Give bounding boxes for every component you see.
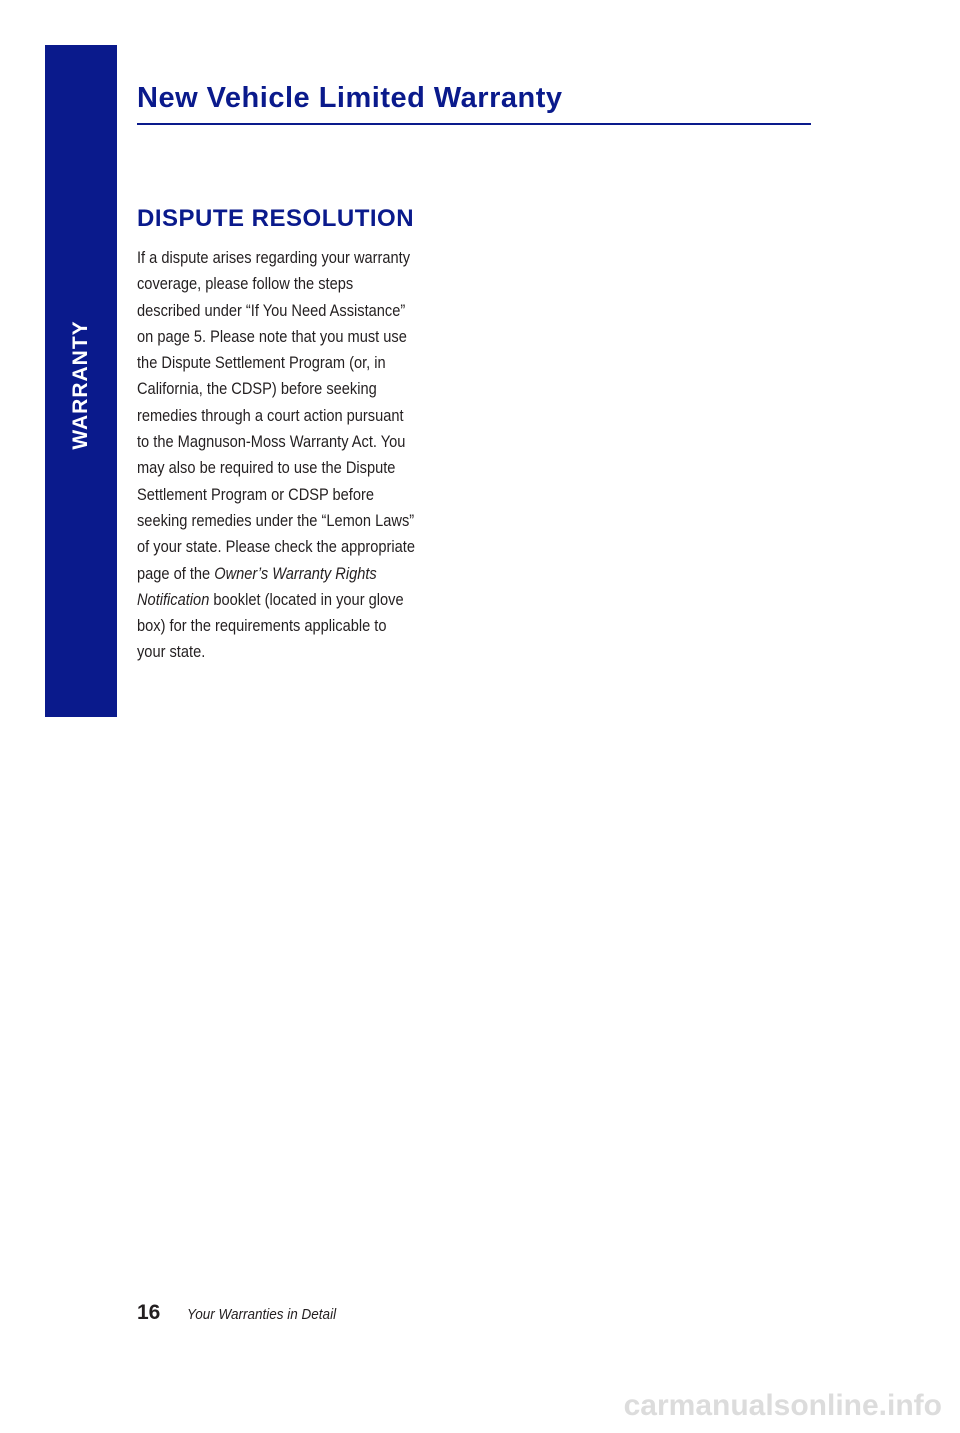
watermark: carmanualsonline.info: [623, 1389, 942, 1422]
page-number: 16: [137, 1301, 161, 1324]
body-paragraph: [137, 245, 477, 666]
paragraph-line: seeking remedies under the “Lemon Laws”: [137, 510, 415, 530]
paragraph-line: may also be required to use the Dispute: [137, 458, 396, 478]
paragraph-line: the Dispute Settlement Program (or, in: [137, 353, 386, 373]
title-divider: [137, 123, 811, 125]
footer-label: Your Warranties in Detail: [187, 1306, 337, 1323]
paragraph-line: remedies through a court action pursuant: [137, 405, 404, 425]
paragraph-text: page of the: [137, 563, 215, 583]
paragraph-line: box) for the requirements applicable to: [137, 616, 387, 636]
paragraph-line: [137, 587, 429, 613]
paragraph-line: of your state. Please check the appropriate: [137, 537, 415, 557]
paragraph-line: coverage, please follow the steps: [137, 274, 354, 294]
section-heading: DISPUTE RESOLUTION: [137, 205, 415, 232]
side-tab-label: WARRANTY: [69, 320, 92, 450]
paragraph-line: If a dispute arises regarding your warranty: [137, 248, 411, 267]
booklet-title-part: Notification: [137, 589, 210, 609]
paragraph-line: California, the CDSP) before seeking: [137, 379, 377, 399]
page-title: New Vehicle Limited Warranty: [137, 82, 563, 114]
paragraph-text: booklet (located in your glove: [209, 589, 404, 609]
paragraph-line: [137, 561, 429, 587]
paragraph-line: described under “If You Need Assistance”: [137, 300, 406, 320]
paragraph-line: to the Magnuson-Moss Warranty Act. You: [137, 432, 406, 452]
booklet-title-part: Owner’s Warranty Rights: [214, 563, 377, 583]
paragraph-line: Settlement Program or CDSP before: [137, 484, 375, 504]
paragraph-line: your state.: [137, 642, 206, 662]
paragraph-line: on page 5. Please note that you must use: [137, 326, 407, 346]
